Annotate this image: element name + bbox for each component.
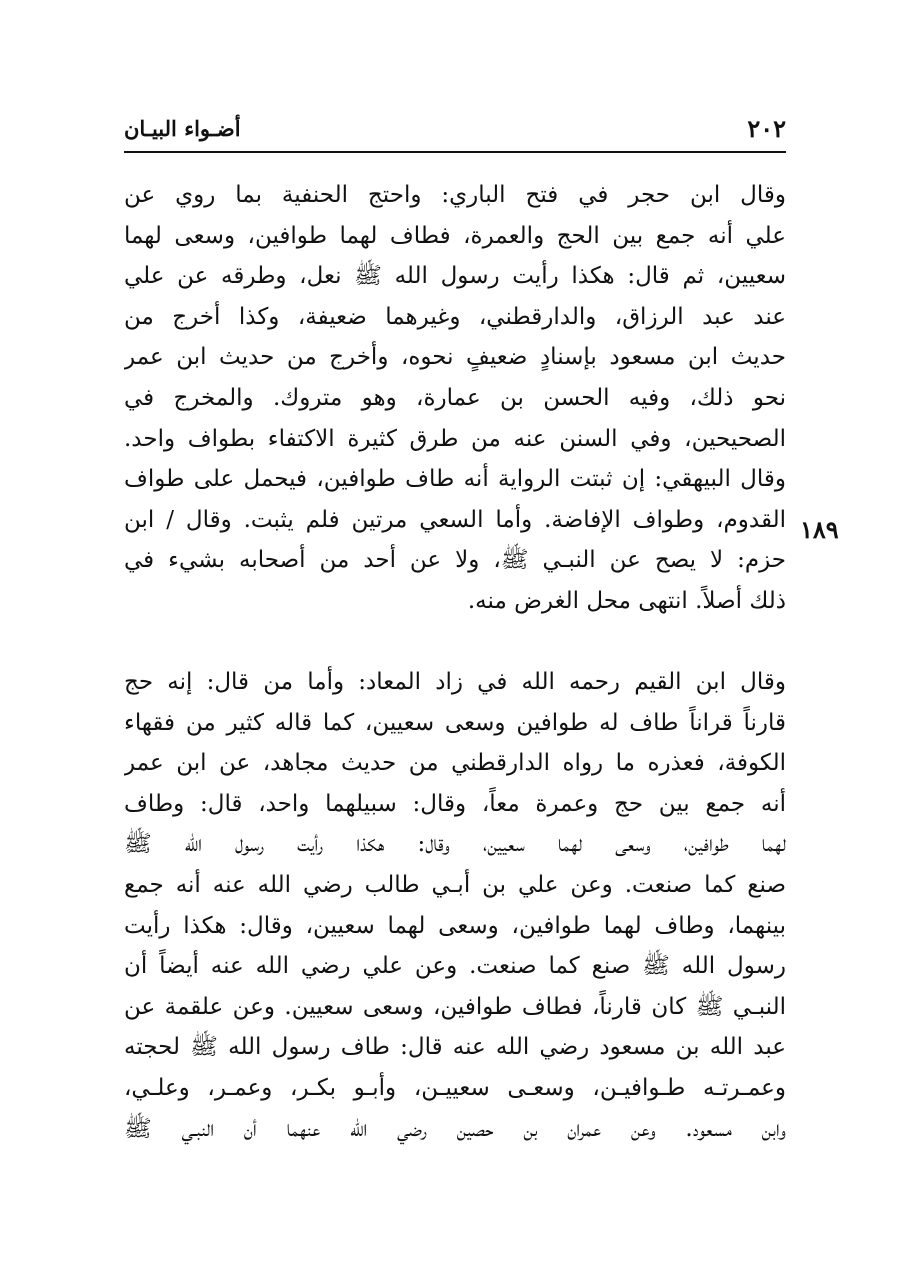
header-rule [124,151,786,153]
text-line: رسول الله ﷺ صنع كما صنعت. وعن علي رضي الله عنه أيضاً أن [124,953,786,980]
text-line: النبـي ﷺ كان قارناً، فطاف طوافين، وسعى سعيين. وعن علقمة عن [124,993,786,1020]
margin-page-reference: ١٨٩ [800,515,839,544]
text-line: لهما طوافين، وسعى لهما سعيين، وقال: هكذا رأيت رسول الله ﷺ [124,831,786,858]
text-line: سعيين، ثم قال: هكذا رأيت رسول الله ﷺ نعل، وطرقه عن علي [124,263,786,290]
paragraph-1 [124,175,786,622]
page-number: ٢٠٢ [747,114,786,143]
text-line: قارناً قراناً طاف له طوافين وسعى سعيين، كما قاله كثير من فقهاء [124,709,786,736]
book-title: أضـواء البيـان [124,116,241,141]
text-line: حزم: لا يصح عن النبـي ﷺ، ولا عن أحد من أصحابه بشيء في [124,547,786,574]
text-line: الكوفة، فعذره ما رواه الدارقطني من حديث مجاهد، عن ابن عمر [124,750,786,777]
text-line: وقال ابن حجر في فتح الباري: واحتج الحنفية بما روي عن [124,182,786,208]
paragraph-2 [124,662,786,1149]
text-line: وعمـرتـه طـوافيـن، وسعـى سعييـن، وأبـو بكـر، وعمـر، وعلـي، [124,1074,786,1101]
text-line: حديث ابن مسعود بإسنادٍ ضعيفٍ نحوه، وأخرج من حديث ابن عمر [124,344,786,371]
text-line: أنه جمع بين حج وعمرة معاً، وقال: سبيلهما واحد، قال: وطاف [124,790,786,817]
text-line: عند عبد الرزاق، والدارقطني، وغيرهما ضعيفة، وكذا أخرج من [124,303,786,330]
text-line: وقال البيهقي: إن ثبتت الرواية أنه طاف طوافين، فيحمل على طواف [124,466,786,493]
text-line: وقال ابن القيم رحمه الله في زاد المعاد: وأما من قال: إنه حج [124,669,786,695]
text-line: ذلك أصلاً. انتهى محل الغرض منه. [467,587,786,614]
text-line: القدوم، وطواف الإفاضة. وأما السعي مرتين فلم يثبت. وقال / ابن [124,506,786,533]
text-line: صنع كما صنعت. وعن علي بن أبـي طالب رضي الله عنه أنه جمع [124,871,786,898]
text-line: نحو ذلك، وفيه الحسن بن عمارة، وهو متروك. والمخرج في [124,384,786,411]
text-line: وابن مسعود. وعن عمران بن حصين رضي الله عنهما أن النبـي ﷺ [124,1115,786,1142]
text-line: عبد الله بن مسعود رضي الله عنه قال: طاف رسول الله ﷺ لحجته [124,1034,786,1061]
running-header [124,108,786,148]
text-line: علي أنه جمع بين الحج والعمرة، فطاف لهما طوافين، وسعى لهما [124,222,786,249]
text-line: الصحيحين، وفي السنن عنه من طرق كثيرة الاكتفاء بطواف واحد. [124,425,786,452]
text-line: بينهما، وطاف لهما طوافين، وسعى لهما سعيين، وقال: هكذا رأيت [124,912,786,939]
